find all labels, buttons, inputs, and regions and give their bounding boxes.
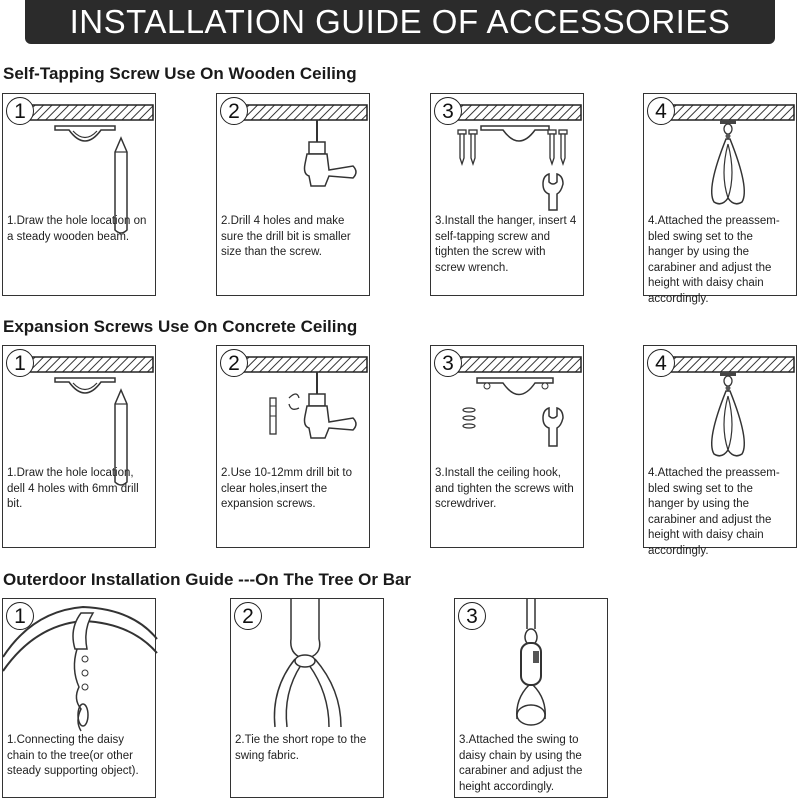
section-heading-concrete-ceiling: Expansion Screws Use On Concrete Ceiling [3, 317, 358, 336]
beam-pencil-icon [3, 346, 157, 549]
drill-expansion-screw-icon [217, 346, 371, 549]
step-number: 3 [434, 97, 462, 125]
step-text: 1.Draw the hole location on a steady wooden beam. [7, 215, 147, 243]
step-number: 4 [647, 97, 675, 125]
step-number: 3 [458, 602, 486, 630]
step-text: 2.Drill 4 holes and make sure the drill bit is smaller size than the screw. [221, 215, 351, 258]
step-number: 2 [234, 602, 262, 630]
step-card-wood-3 [430, 93, 584, 296]
step-number: 2 [220, 97, 248, 125]
step-text: 2.Tie the short rope to the swing fabric. [235, 734, 367, 762]
step-text: 3.Attached the swing to daisy chain by using the carabiner and adjust the height accordingly. [459, 734, 583, 793]
step-number: 2 [220, 349, 248, 377]
step-text: 1.Draw the hole location, dell 4 holes with 6mm drill bit. [7, 467, 139, 510]
section-heading-wooden-ceiling: Self-Tapping Screw Use On Wooden Ceiling [3, 64, 357, 83]
step-card-concrete-1 [2, 345, 156, 548]
step-text: 4.Attached the preassem-bled swing set to the hanger by using the carabiner and adjust the height with daisy chain accordingly. [648, 215, 780, 305]
step-card-concrete-4 [643, 345, 797, 557]
step-text: 3.Install the hanger, insert 4 self-tapping screw and tighten the screw with screw wrench. [435, 215, 577, 274]
beam-pencil-icon [3, 94, 157, 297]
title-banner [25, 0, 775, 44]
step-card-wood-4 [643, 93, 797, 305]
drill-icon [217, 94, 371, 297]
step-text: 1.Connecting the daisy chain to the tree(or other steady supporting object). [7, 734, 139, 777]
step-number: 4 [647, 349, 675, 377]
section-heading-outdoor: Outerdoor Installation Guide ---On The Tree Or Bar [3, 570, 412, 589]
rope-knot-icon [231, 599, 385, 799]
step-text: 4.Attached the preassem-bled swing set to the hanger by using the carabiner and adjust the height with daisy chain accordingly. [648, 467, 780, 557]
step-card-outdoor-1 [2, 598, 156, 798]
step-number: 3 [434, 349, 462, 377]
step-text: 2.Use 10-12mm drill bit to clear holes,insert the expansion screws. [221, 467, 353, 510]
step-card-outdoor-3 [454, 598, 608, 798]
ceiling-hook-wrench-icon [431, 346, 585, 549]
step-card-concrete-3 [430, 345, 584, 548]
step-text: 3.Install the ceiling hook, and tighten the screws with screwdriver. [435, 467, 574, 510]
step-number: 1 [6, 349, 34, 377]
step-number: 1 [6, 97, 34, 125]
step-number: 1 [6, 602, 34, 630]
step-card-wood-2 [216, 93, 370, 296]
page-title: INSTALLATION GUIDE OF ACCESSORIES [69, 3, 731, 40]
step-card-outdoor-2 [230, 598, 384, 798]
step-card-wood-1 [2, 93, 156, 296]
step-card-concrete-2 [216, 345, 370, 548]
